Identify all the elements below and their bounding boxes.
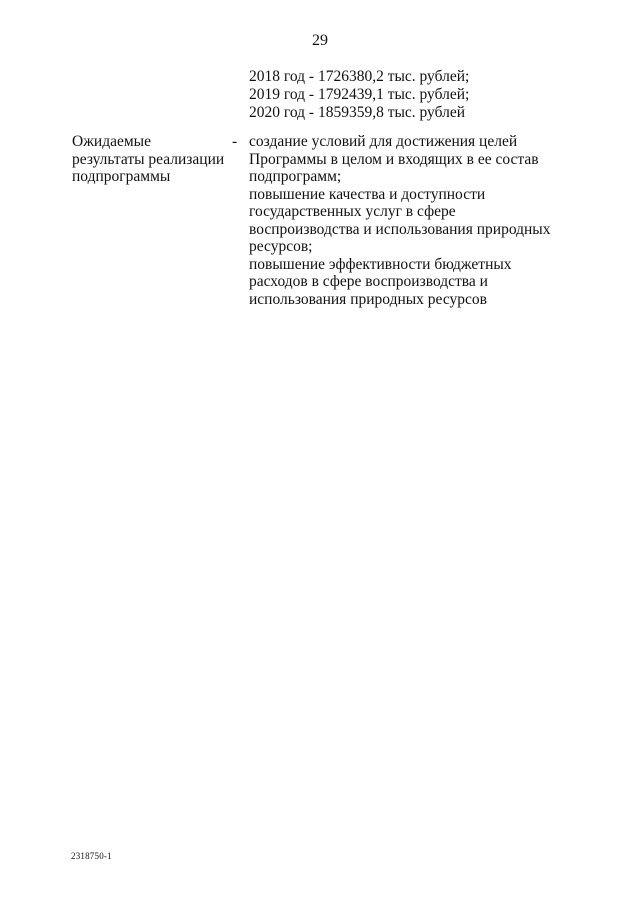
label-line: результаты реализации — [72, 150, 225, 168]
funding-line-2020: 2020 год - 1859359,8 тыс. рублей — [249, 104, 466, 121]
result-line: подпрограмм; — [249, 168, 342, 185]
label-separator-dash: - — [232, 133, 238, 150]
result-line: повышение эффективности бюджетных — [249, 255, 512, 273]
label-line: подпрограммы — [72, 168, 171, 185]
funding-line-2018: 2018 год - 1726380,2 тыс. рублей; — [249, 68, 470, 85]
page-number: 29 — [312, 32, 328, 49]
funding-by-year — [249, 68, 469, 122]
result-line: расходов в сфере воспроизводства и — [249, 273, 488, 290]
result-line: повышение качества и доступности — [249, 185, 486, 203]
result-line: ресурсов; — [249, 238, 313, 255]
result-line: государственных услуг в сфере — [249, 203, 456, 220]
label-line: Ожидаемые — [72, 133, 151, 150]
funding-line-2019: 2019 год - 1792439,1 тыс. рублей; — [249, 86, 470, 103]
result-line: воспроизводства и использования природных — [249, 220, 551, 238]
expected-results-label — [72, 133, 232, 186]
result-line: Программы в целом и входящих в ее состав — [249, 150, 539, 168]
document-code: 2318750-1 — [71, 851, 112, 861]
result-line: использования природных ресурсов — [249, 290, 487, 308]
result-line: создание условий для достижения целей — [249, 133, 518, 150]
expected-results-text — [249, 133, 559, 308]
